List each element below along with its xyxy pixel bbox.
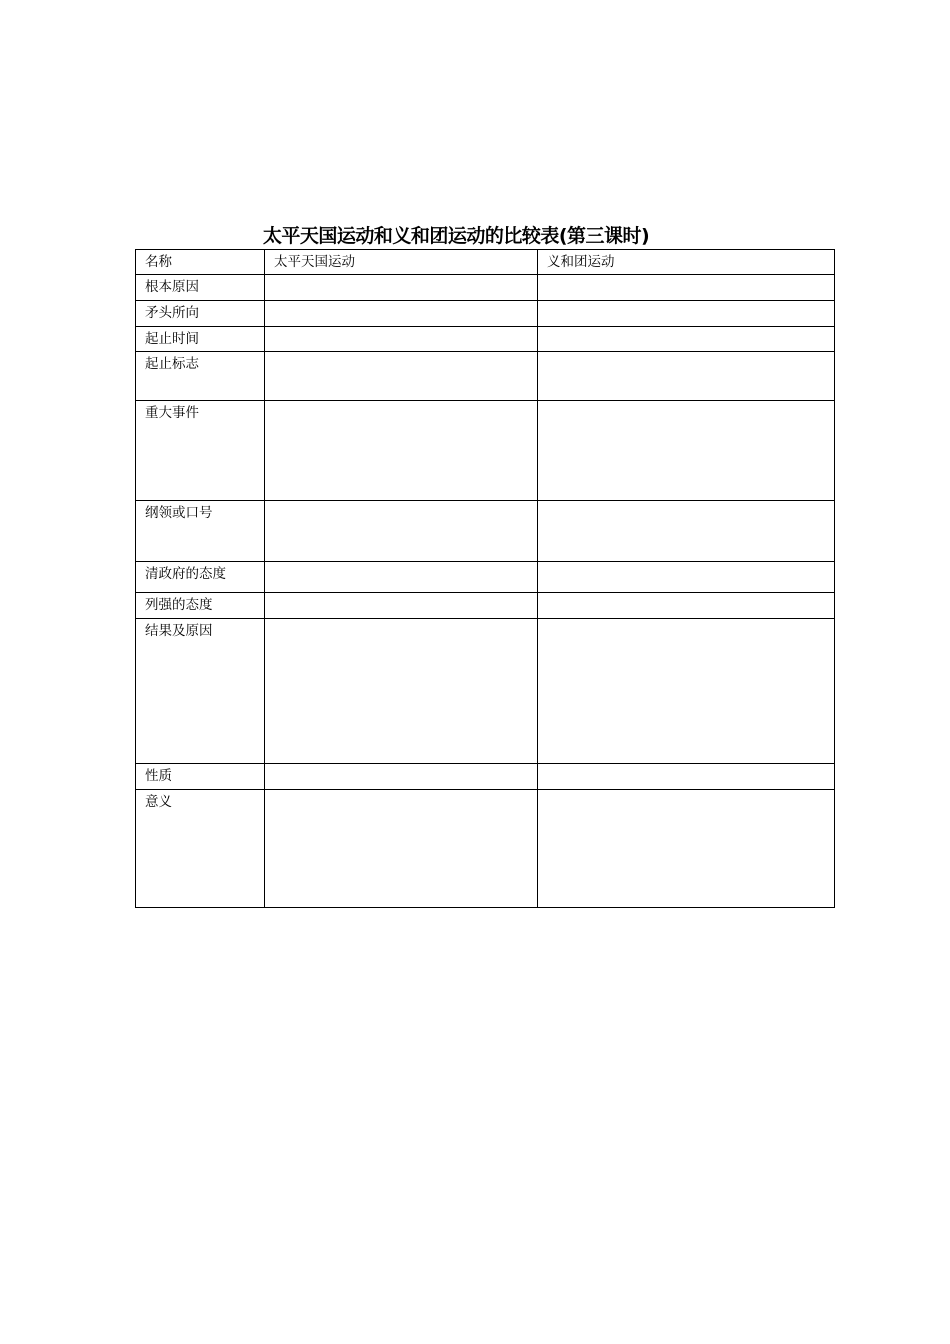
row-label: 意义	[136, 790, 265, 908]
table-row	[136, 327, 835, 352]
boxer-cell[interactable]	[538, 275, 835, 301]
taiping-cell[interactable]	[265, 352, 538, 401]
boxer-cell[interactable]	[538, 790, 835, 908]
row-label: 根本原因	[136, 275, 265, 301]
table-row	[136, 790, 835, 908]
table-header-row	[136, 250, 835, 275]
table-row	[136, 562, 835, 593]
table-row	[136, 593, 835, 619]
boxer-cell[interactable]	[538, 401, 835, 501]
boxer-cell[interactable]	[538, 327, 835, 352]
taiping-cell[interactable]	[265, 593, 538, 619]
boxer-cell[interactable]	[538, 562, 835, 593]
header-label-cell: 名称	[136, 250, 265, 275]
document-title: 太平天国运动和义和团运动的比较表(第三课时)	[262, 225, 650, 247]
table-row	[136, 352, 835, 401]
boxer-cell[interactable]	[538, 619, 835, 764]
boxer-cell[interactable]	[538, 764, 835, 790]
taiping-cell[interactable]	[265, 501, 538, 562]
row-label: 列强的态度	[136, 593, 265, 619]
row-label: 清政府的态度	[136, 562, 265, 593]
row-label: 起止时间	[136, 327, 265, 352]
boxer-cell[interactable]	[538, 352, 835, 401]
taiping-cell[interactable]	[265, 764, 538, 790]
table-row	[136, 301, 835, 327]
row-label: 矛头所向	[136, 301, 265, 327]
table-row	[136, 764, 835, 790]
row-label: 性质	[136, 764, 265, 790]
row-label: 重大事件	[136, 401, 265, 501]
boxer-cell[interactable]	[538, 501, 835, 562]
taiping-cell[interactable]	[265, 401, 538, 501]
taiping-cell[interactable]	[265, 619, 538, 764]
taiping-cell[interactable]	[265, 301, 538, 327]
header-boxer-cell: 义和团运动	[538, 250, 835, 275]
row-label: 起止标志	[136, 352, 265, 401]
header-taiping-cell: 太平天国运动	[265, 250, 538, 275]
taiping-cell[interactable]	[265, 327, 538, 352]
table-row	[136, 619, 835, 764]
table-row	[136, 275, 835, 301]
taiping-cell[interactable]	[265, 562, 538, 593]
comparison-table	[135, 249, 835, 908]
table-row	[136, 501, 835, 562]
taiping-cell[interactable]	[265, 275, 538, 301]
boxer-cell[interactable]	[538, 593, 835, 619]
boxer-cell[interactable]	[538, 301, 835, 327]
row-label: 纲领或口号	[136, 501, 265, 562]
taiping-cell[interactable]	[265, 790, 538, 908]
table-row	[136, 401, 835, 501]
row-label: 结果及原因	[136, 619, 265, 764]
